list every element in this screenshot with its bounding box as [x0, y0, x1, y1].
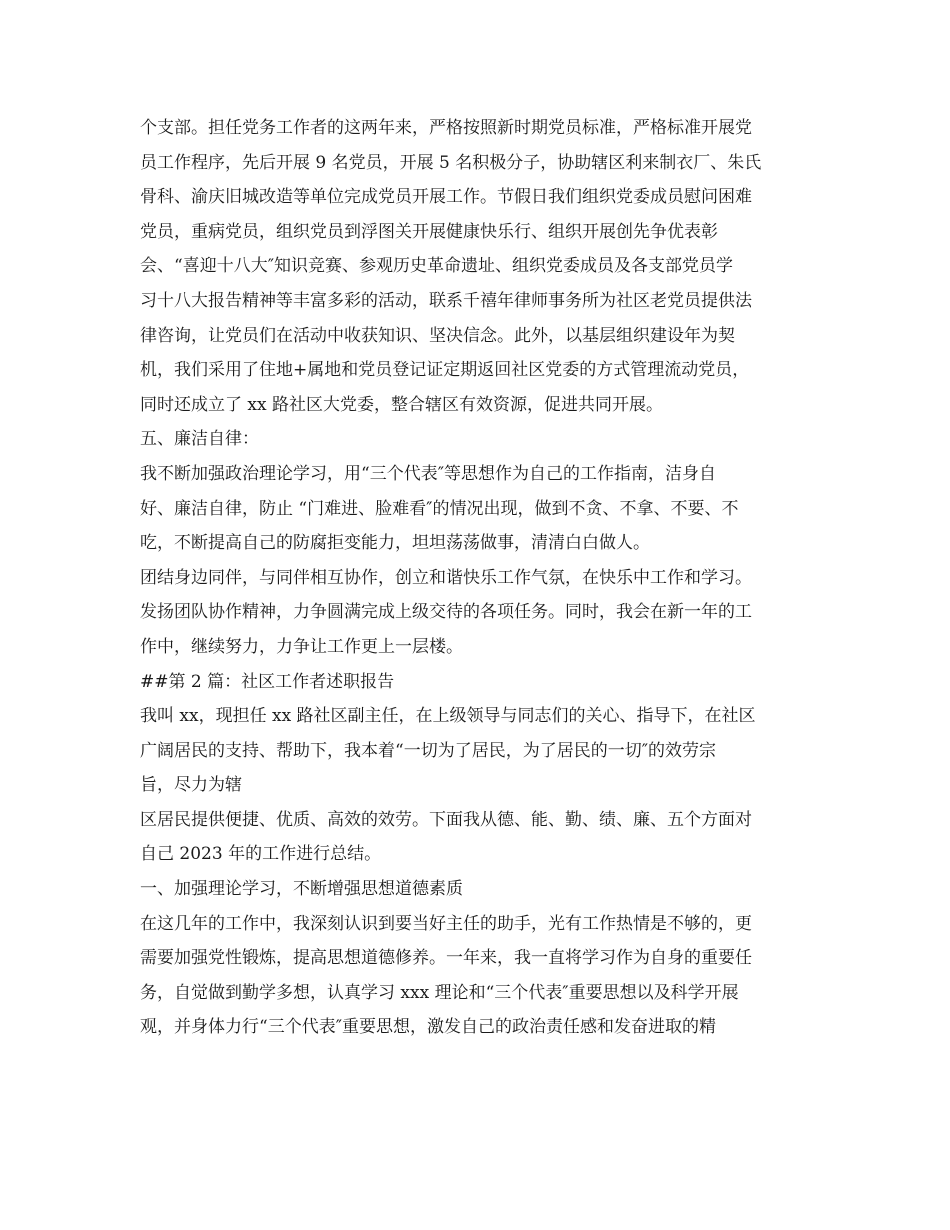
- text-line: 习十八大报告精神等丰富多彩的活动，联系千禧年律师事务所为社区老党员提供法: [140, 290, 752, 311]
- section-heading: 五、廉洁自律：: [140, 429, 259, 450]
- text-line: 骨科、渝庆旧城改造等单位完成党员开展工作。节假日我们组织党委成员慰问困难: [140, 187, 752, 208]
- text-line: 自己 2023 年的工作进行总结。: [140, 844, 382, 865]
- text-line: 我不断加强政治理论学习，用“三个代表″等思想作为自己的工作指南，洁身自: [140, 463, 717, 484]
- text-line: 旨，尽力为辖: [140, 775, 242, 796]
- text-line: 务，自觉做到勤学多想，认真学习 xxx 理论和“三个代表″重要思想以及科学开展: [140, 982, 739, 1003]
- text-line: 好、廉洁自律，防止 “门难进、脸难看″的情况出现，做到不贪、不拿、不要、不: [140, 498, 739, 519]
- text-line: 作中，继续努力，力争让工作更上一层楼。: [140, 636, 463, 657]
- text-line: 律咨询，让党员们在活动中收获知识、坚决信念。此外，以基层组织建设年为契: [140, 325, 735, 346]
- text-line: 机，我们采用了住地+属地和党员登记证定期返回社区党委的方式管理流动党员，: [140, 360, 750, 381]
- document-body: [140, 111, 820, 1045]
- text-line: 团结身边同伴，与同伴相互协作，创立和谐快乐工作气氛，在快乐中工作和学习。: [140, 567, 752, 588]
- article-heading: ##第 2 篇：社区工作者述职报告: [140, 671, 395, 692]
- text-line: 会、“喜迎十八大″知识竞赛、参观历史革命遗址、组织党委成员及各支部党员学: [140, 256, 734, 277]
- text-line: 需要加强党性锻炼，提高思想道德修养。一年来，我一直将学习作为自身的重要任: [140, 948, 752, 969]
- section-heading: 一、加强理论学习，不断增强思想道德素质: [140, 879, 463, 900]
- text-line: 观，并身体力行“三个代表″重要思想，激发自己的政治责任感和发奋进取的精: [140, 1017, 717, 1038]
- text-line: 广阔居民的支持、帮助下，我本着“一切为了居民，为了居民的一切″的效劳宗: [140, 740, 717, 761]
- text-line: 员工作程序，先后开展 9 名党员，开展 5 名积极分子，协助辖区利来制衣厂、朱氏: [140, 152, 762, 173]
- text-line: 发扬团队协作精神，力争圆满完成上级交待的各项任务。同时，我会在新一年的工: [140, 602, 752, 623]
- text-line: 同时还成立了 xx 路社区大党委，整合辖区有效资源，促进共同开展。: [140, 394, 663, 415]
- text-line: 党员，重病党员，组织党员到浮图关开展健康快乐行、组织开展创先争优表彰: [140, 221, 718, 242]
- text-line: 个支部。担任党务工作者的这两年来，严格按照新时期党员标准，严格标准开展党: [140, 118, 752, 138]
- text-line: 在这几年的工作中，我深刻认识到要当好主任的助手，光有工作热情是不够的，更: [140, 913, 752, 934]
- text-line: 区居民提供便捷、优质、高效的效劳。下面我从德、能、勤、绩、廉、五个方面对: [140, 809, 752, 830]
- text-line: 我叫 xx，现担任 xx 路社区副主任，在上级领导与同志们的关心、指导下，在社区: [140, 706, 756, 727]
- text-line: 吃，不断提高自己的防腐拒变能力，坦坦荡荡做事，清清白白做人。: [140, 533, 650, 554]
